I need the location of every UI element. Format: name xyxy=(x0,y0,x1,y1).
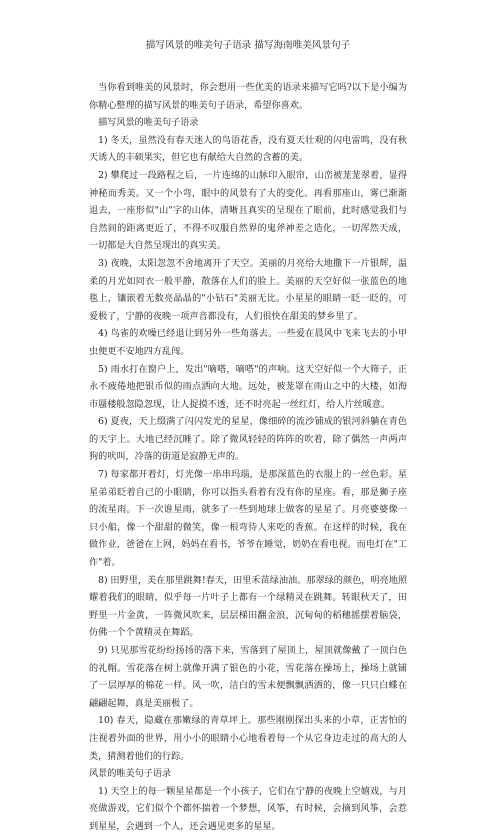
paragraph: 4) 鸟雀的欢噪已经退让到另外一些角落去。一些爱在晨风中飞来飞去的小甲虫便更不安地四方乱闯。 xyxy=(89,329,407,357)
paragraph: 风景的唯美句子语录 xyxy=(89,769,172,780)
document-body xyxy=(89,80,407,837)
paragraph: 3) 夜晚，太阳忽忽不舍地离开了天空。美丽的月亮给大地撒下一片银辉，温柔的月光如同衣一般平静，散落在人们的脸上。美丽的天空好似一张蓝色的地毯上，镶嵌着无数亮晶晶的"小钻石"美丽无比。小星星的眼睛一眨一眨的，可爱极了，宁静的夜晚一项声音都没有，人们很快在甜美的梦乡里了。 xyxy=(89,258,407,322)
paragraph: 5) 雨水打在窗户上，发出"嘀嗒，嘀嗒"的声响。这天空好似一个大筛子，正永不疲倦地把银币似的雨点洒向大地。远处，被茏罩在雨山之中的大楼，如海市蜃楼般忽隐忽现，让人捉摸不透，还不时亮起一丝红灯，给人片丝暖意。 xyxy=(89,364,407,410)
paragraph: 1) 天空上的每一颗星星都是一个小孩子，它们在宁静的夜晚上空嬉戏，与月亮做游戏，它们似个个都怀揣着一个梦想，风筝，有时候，会摘到风筝，会惹到星星，会遇到一个人，还会遇见更多的星星。 xyxy=(89,786,407,832)
paragraph: 8) 田野里，美在那里跳舞!春天，田里禾苗绿油油。那翠绿的颜色，明亮地照耀着我们的眼睛，似乎每一片叶子上都有一个绿精灵在跳舞。转眼秋天了，田野里一片金黄，一阵微风吹来，层层梯田翻金浪，沉甸甸的稻穗摇摆着脑袋，仿佛一个个黄精灵在舞蹈。 xyxy=(89,575,407,639)
paragraph: 9) 只见那雪花纷纷扬扬的落下来，雪落到了屋顶上，屋顶就像戴了一顶白色的礼帽。雪花落在树上就像开满了银色的小花，雪花落在操场上，操场上就铺了一层厚厚的棉花一样。风一吹，洁白的雪末便飘飘洒洒的，像一只只白蝶在翩翩起舞，真是美丽极了。 xyxy=(89,646,407,709)
paragraph: 6) 夏夜，天上缀满了闪闪发光的星星，像细碎的流沙铺成的银河斜躺在青色的天宇上。大地已经沉睡了。除了微风轻轻的阵阵的吹着，除了偶然一声两声狗的吠叫，冷落的街道是寂静无声的。 xyxy=(89,417,407,463)
paragraph: 2) 攀爬过一段路程之后，一片连绵的山脉印入眼帘，山峦被茏茏翠着，显得神秘而秀美。又一个小弯，眼中的风景有了大的变化。再看那座山，雾已渐渐退去，一座形似"山"字的山体，清晰且真实的呈现在了眼前，此时感觉我们与自然间的距离更近了，不得不叹服自然界的鬼斧神差之造化，一切浑然天成，一切都是大自然呈现出的真实美。 xyxy=(89,170,407,252)
document-title: 描写风景的唯美句子语录 描写海南唯美风景句子 xyxy=(145,40,351,51)
paragraph: 10) 春天，隐藏在那嫩绿的青草坪上。那些刚刚探出头来的小草，正害怕的注视着外面的世界，用小小的眼睛小心地看着每一个从它身边走过的高大的人类，猜测着他们的行踪。 xyxy=(89,716,407,762)
paragraph: 描写风景的唯美句子语录 xyxy=(98,118,199,129)
paragraph: 当你看到唯美的风景时，你会想用一些优美的语录来描写它吗?以下是小编为你精心整理的描写风景的唯美句子语录，希望你喜欢。 xyxy=(89,83,407,111)
paragraph: 7) 每家都开着灯，灯光像一串串玛瑙，是那深蓝色的衣服上的一丝色彩。星星弟弟眨着自己的小眼睛，你可以指头看着有没有你的星座。看，那是狮子座的流星雨。下一次谁星雨，就多了一些到地球上做客的星星了。月亮婆婆像一只小船，像一个甜甜的微笑，像一根弯待人来吃的香蕉。在这样的时候，我在做作业，爸爸在上网，妈妈在看书，爷爷在睡觉，奶奶在看电视。而电灯在"工作"着。 xyxy=(89,470,407,569)
paragraph: 1) 冬天，虽然没有春天迷人的鸟语花香，没有夏天壮观的闪电雷鸣，没有秋天诱人的丰硕果实，但它也有献给大自然的含蓄的美。 xyxy=(89,135,407,164)
